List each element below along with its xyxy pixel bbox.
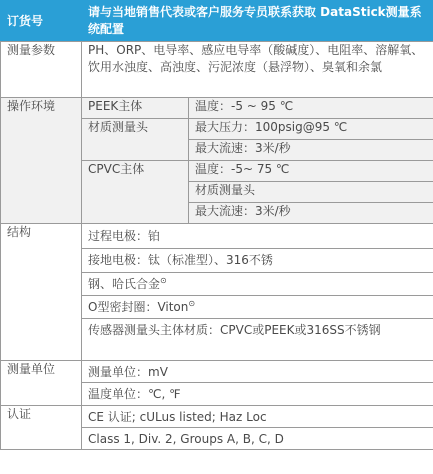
oring: O型密封圈：Viton: [88, 300, 189, 314]
peek-body-label: PEEK主体: [82, 98, 189, 119]
certification-label: 认证: [1, 406, 82, 450]
steel-alloy-mark: ⊙: [160, 276, 167, 285]
steel-alloy: 钢、哈氏合金: [88, 277, 161, 291]
steel-alloy-cell: [82, 273, 433, 296]
peek-head-label: 材质测量头: [82, 119, 189, 161]
structure-label: 结构: [1, 224, 82, 361]
sensor-material: 传感器测量头主体材质：CPVC或PEEK或316SS不锈钢: [82, 319, 433, 361]
operating-env-label: 操作环境: [1, 98, 82, 224]
peek-temp: 温度：-5 ~ 95 ℃: [189, 98, 433, 119]
order-number-header: 订货号: [1, 1, 82, 42]
measurement-params-row: [1, 42, 433, 98]
header-row: [1, 1, 433, 42]
cpvc-flow: 最大流速：3米/秒: [189, 203, 433, 224]
peek-flow: 最大流速：3米/秒: [189, 140, 433, 161]
order-info-header: 请与当地销售代表或客户服务专员联系获取 DataStick测量系统配置: [82, 1, 433, 42]
ce-row: [1, 406, 433, 428]
measure-unit-row: [1, 361, 433, 383]
class-cert: Class 1, Div. 2, Groups A, B, C, D: [82, 428, 433, 450]
measure-units-label: 测量单位: [1, 361, 82, 406]
measurement-params-value: PH、ORP、电导率、感应电导率（酸碱度）、电阻率、溶解氧、饮用水浊度、高浊度、污泥浓度（悬浮物）、臭氧和余氯: [82, 42, 433, 98]
process-electrode-row: [1, 224, 433, 249]
cpvc-head: 材质测量头: [189, 182, 433, 203]
cpvc-body-label: CPVC主体: [82, 161, 189, 224]
temp-unit: 温度单位：℃, ℉: [82, 383, 433, 406]
ce-cert: CE 认证; cULus listed; Haz Loc: [82, 406, 433, 428]
measurement-params-label: 测量参数: [1, 42, 82, 98]
ground-electrode: 接地电极：钛（标准型）、316不锈: [82, 249, 433, 273]
oring-mark: ⊙: [188, 299, 196, 308]
peek-temp-row: [1, 98, 433, 119]
peek-pressure: 最大压力：100psig@95 ℃: [189, 119, 433, 140]
oring-cell: [82, 296, 433, 319]
measure-unit: 测量单位：mV: [82, 361, 433, 383]
process-electrode: 过程电极：铂: [82, 224, 433, 249]
cpvc-temp: 温度：-5~ 75 ℃: [189, 161, 433, 182]
